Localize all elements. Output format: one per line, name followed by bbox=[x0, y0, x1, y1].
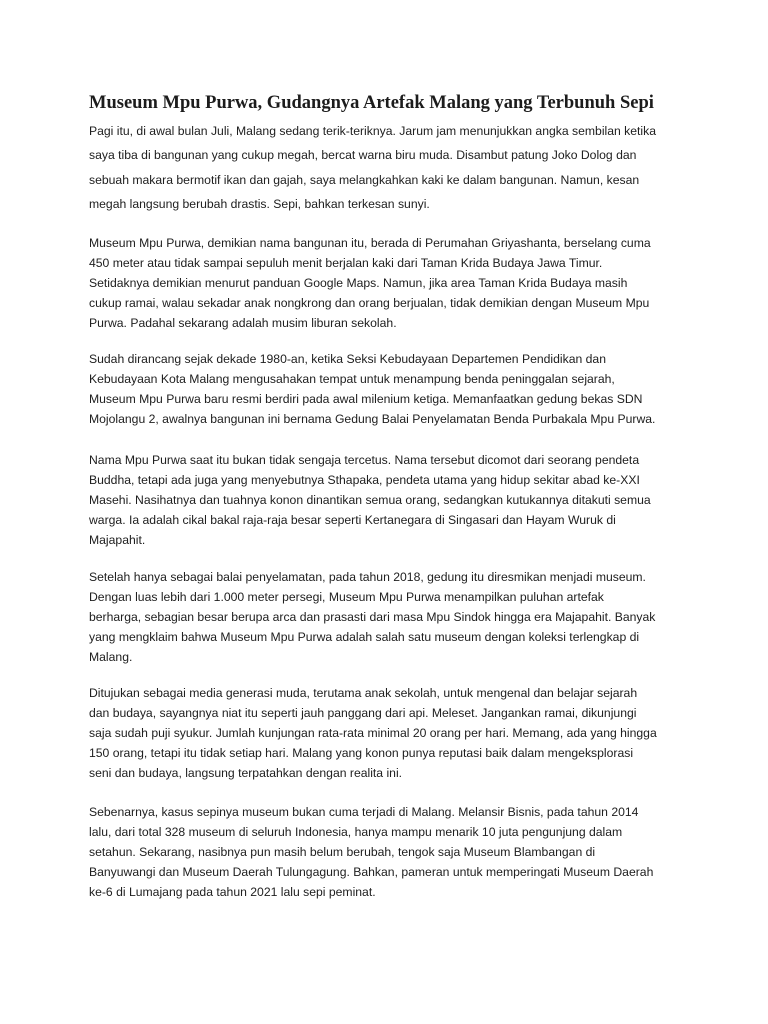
paragraph-line: Setidaknya demikian menurut panduan Google Maps. Namun, jika area Taman Krida Budaya masih bbox=[89, 276, 628, 290]
paragraph-line: 150 orang, tetapi itu tidak setiap hari. Malang yang konon punya reputasi baik dalam mengeksplorasi bbox=[89, 746, 634, 760]
paragraph-2 bbox=[89, 233, 651, 333]
paragraph-4 bbox=[89, 450, 651, 550]
paragraph-line: 450 meter atau tidak sampai sepuluh menit berjalan kaki dari Taman Krida Budaya Jawa Timur. bbox=[89, 256, 603, 270]
paragraph-line: Banyuwangi dan Museum Daerah Tulungagung. Bahkan, pameran untuk memperingati Museum Daerah bbox=[89, 865, 654, 879]
paragraph-line: Masehi. Nasihatnya dan tuahnya konon dinantikan semua orang, sedangkan kutukannya ditakuti semua bbox=[89, 493, 651, 507]
paragraph-line: Kebudayaan Kota Malang mengusahakan tempat untuk menampung benda peninggalan sejarah, bbox=[89, 372, 615, 386]
paragraph-line: megah langsung berubah drastis. Sepi, bahkan terkesan sunyi. bbox=[89, 196, 430, 211]
paragraph-line: warga. Ia adalah cikal bakal raja-raja besar seperti Kertanegara di Singasari dan Hayam Wuruk di bbox=[89, 513, 616, 527]
article-title: Museum Mpu Purwa, Gudangnya Artefak Malang yang Terbunuh Sepi bbox=[89, 93, 654, 113]
paragraph-line: Buddha, tetapi ada juga yang menyebutnya Sthapaka, pendeta utama yang hidup sekitar abad ke-XXI bbox=[89, 473, 640, 487]
paragraph-line: yang mengklaim bahwa Museum Mpu Purwa adalah salah satu museum dengan koleksi terlengkap di bbox=[89, 630, 640, 644]
paragraph-line: saja sudah puji syukur. Jumlah kunjungan rata-rata minimal 20 orang per hari. Memang, ada yang hingga bbox=[89, 726, 657, 740]
paragraph-line: berharga, sebagian besar berupa arca dan prasasti dari masa Mpu Sindok hingga era Majapahit. Banyak bbox=[89, 610, 656, 624]
paragraph-line: Setelah hanya sebagai balai penyelamatan, pada tahun 2018, gedung itu diresmikan menjadi museum. bbox=[89, 570, 646, 584]
paragraph-line: ke-6 di Lumajang pada tahun 2021 lalu sepi peminat. bbox=[89, 885, 376, 899]
paragraph-line: lalu, dari total 328 museum di seluruh Indonesia, hanya mampu menarik 10 juta pengunjung dalam bbox=[89, 825, 623, 839]
paragraph-line: Majapahit. bbox=[89, 533, 146, 547]
paragraph-line: Nama Mpu Purwa saat itu bukan tidak sengaja tercetus. Nama tersebut dicomot dari seorang pendeta bbox=[89, 453, 640, 467]
paragraph-line: Pagi itu, di awal bulan Juli, Malang sedang terik-teriknya. Jarum jam menunjukkan angka sembilan ketika bbox=[89, 124, 657, 138]
paragraph-line: saya tiba di bangunan yang cukup megah, bercat warna biru muda. Disambut patung Joko Dolog dan bbox=[89, 148, 637, 163]
paragraph-7 bbox=[89, 802, 653, 902]
paragraph-line: dan budaya, sayangnya niat itu seperti jauh panggang dari api. Meleset. Jangankan ramai, dikunjungi bbox=[89, 706, 637, 720]
paragraph-line: Purwa. Padahal sekarang adalah musim liburan sekolah. bbox=[89, 316, 397, 330]
paragraph-1 bbox=[89, 119, 656, 216]
paragraph-line: cukup ramai, walau sekadar anak nongkrong dan orang berjualan, tidak demikian dengan Museum Mpu bbox=[89, 296, 650, 310]
paragraph-line: Sebenarnya, kasus sepinya museum bukan cuma terjadi di Malang. Melansir Bisnis, pada tahun 2014 bbox=[89, 805, 639, 819]
paragraph-line: Sudah dirancang sejak dekade 1980-an, ketika Seksi Kebudayaan Departemen Pendidikan dan bbox=[89, 352, 606, 366]
paragraph-line: setahun. Sekarang, nasibnya pun masih belum berubah, tengok saja Museum Blambangan di bbox=[89, 845, 596, 859]
paragraph-6 bbox=[89, 683, 657, 783]
paragraph-line: Ditujukan sebagai media generasi muda, terutama anak sekolah, untuk mengenal dan belajar sejarah bbox=[89, 686, 638, 700]
paragraph-5 bbox=[89, 567, 655, 667]
paragraph-line: Museum Mpu Purwa baru resmi berdiri pada awal milenium ketiga. Memanfaatkan gedung bekas SDN bbox=[89, 392, 643, 406]
paragraph-line: seni dan budaya, langsung terpatahkan dengan realita ini. bbox=[89, 766, 403, 780]
paragraph-line: Mojolangu 2, awalnya bangunan ini bernama Gedung Balai Penyelamatan Benda Purbakala Mpu Purwa. bbox=[89, 412, 656, 426]
paragraph-line: Malang. bbox=[89, 650, 133, 664]
paragraph-line: sebuah makara bermotif ikan dan gajah, saya melangkahkan kaki ke dalam bangunan. Namun, kesan bbox=[89, 172, 640, 187]
paragraph-line: Museum Mpu Purwa, demikian nama bangunan itu, berada di Perumahan Griyashanta, berselang cuma bbox=[89, 236, 651, 250]
paragraph-3 bbox=[89, 349, 655, 429]
paragraph-line: Dengan luas lebih dari 1.000 meter persegi, Museum Mpu Purwa menampilkan puluhan artefak bbox=[89, 590, 604, 604]
